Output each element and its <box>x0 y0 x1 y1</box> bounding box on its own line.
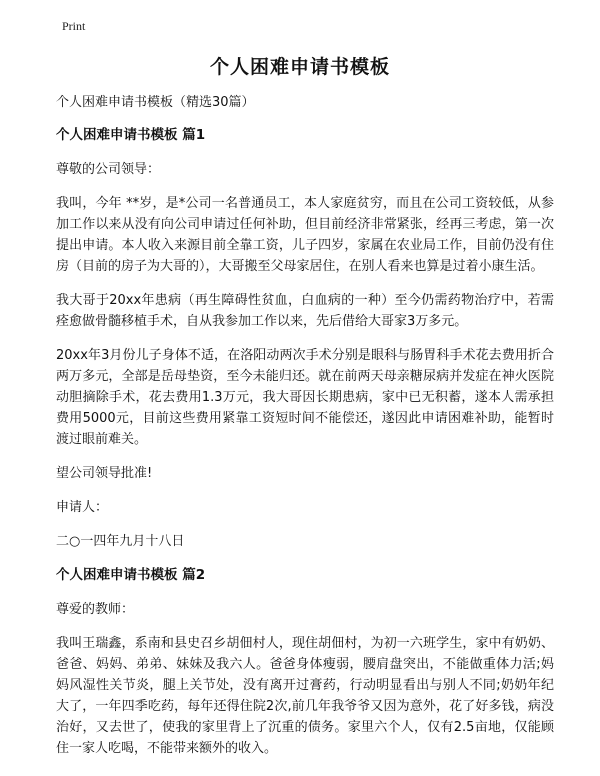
paragraph: 我叫王瑞鑫，系南和县史召乡胡佃村人，现住胡佃村，为初一六班学生，家中有奶奶、爸爸、妈妈、弟弟、妹妹及我六人。爸爸身体瘦弱，腰肩盘突出，不能做重体力活;妈妈风湿性关节炎，腿上关节处，没有离开过膏药，行动明显看出与别人不同;奶奶年纪大了，一年四季吃药，每年还得住院2次,前几年我爷爷又因为意外，花了好多钱，病没治好，又去世了，使我的家里背上了沉重的债务。家里六个人，仅有2.5亩地，仅能顾住一家人吃喝，不能带来额外的收入。 <box>56 636 554 756</box>
section-1 <box>56 125 554 552</box>
date-line: 二○一四年九月十八日 <box>56 534 185 549</box>
section-heading: 个人困难申请书模板 篇1 <box>56 127 206 143</box>
paragraph: 我大哥于20xx年患病（再生障碍性贫血，白血病的一种）至今仍需药物治疗中，若需痊愈做骨髓移植手术，自从我参加工作以来，先后借给大哥家3万多元。 <box>56 293 554 329</box>
section-2 <box>56 565 554 759</box>
section-heading: 个人困难申请书模板 篇2 <box>56 567 206 583</box>
applicant-line: 申请人： <box>56 500 109 515</box>
document-body <box>56 92 554 772</box>
paragraph: 20xx年3月份儿子身体不适，在洛阳动两次手术分别是眼科与肠胃科手术花去费用折合两万多元，全部是岳母垫资，至今未能归还。就在前两天母亲糖尿病并发症在神火医院动胆摘除手术，花去费用1.3万元，我大哥因长期患病，家中已无积蓄，遂本人需承担费用5000元，目前这些费用紧靠工资短时间不能偿还，遂因此申请困难补助，能暂时渡过眼前难关。 <box>56 348 554 447</box>
print-label: Print <box>62 19 86 33</box>
paragraph: 我叫，今年 **岁，是*公司一名普通员工，本人家庭贫穷，而且在公司工资较低，从参加工作以来从没有向公司申请过任何补助，但目前经济非常紧张，经再三考虑，第一次提出申请。本人收入来源目前全靠工资，儿子四岁，家属在农业局工作，目前仍没有住房（目前的房子为大哥的），大哥搬至父母家居住，在别人看来也算是过着小康生活。 <box>56 196 554 274</box>
salutation: 尊爱的教师： <box>56 602 135 617</box>
document-title: 个人困难申请书模板 <box>209 56 390 78</box>
salutation: 尊敬的公司领导： <box>56 162 161 177</box>
closing-line: 望公司领导批准! <box>56 466 153 481</box>
document-intro: 个人困难申请书模板（精选30篇） <box>56 95 255 110</box>
